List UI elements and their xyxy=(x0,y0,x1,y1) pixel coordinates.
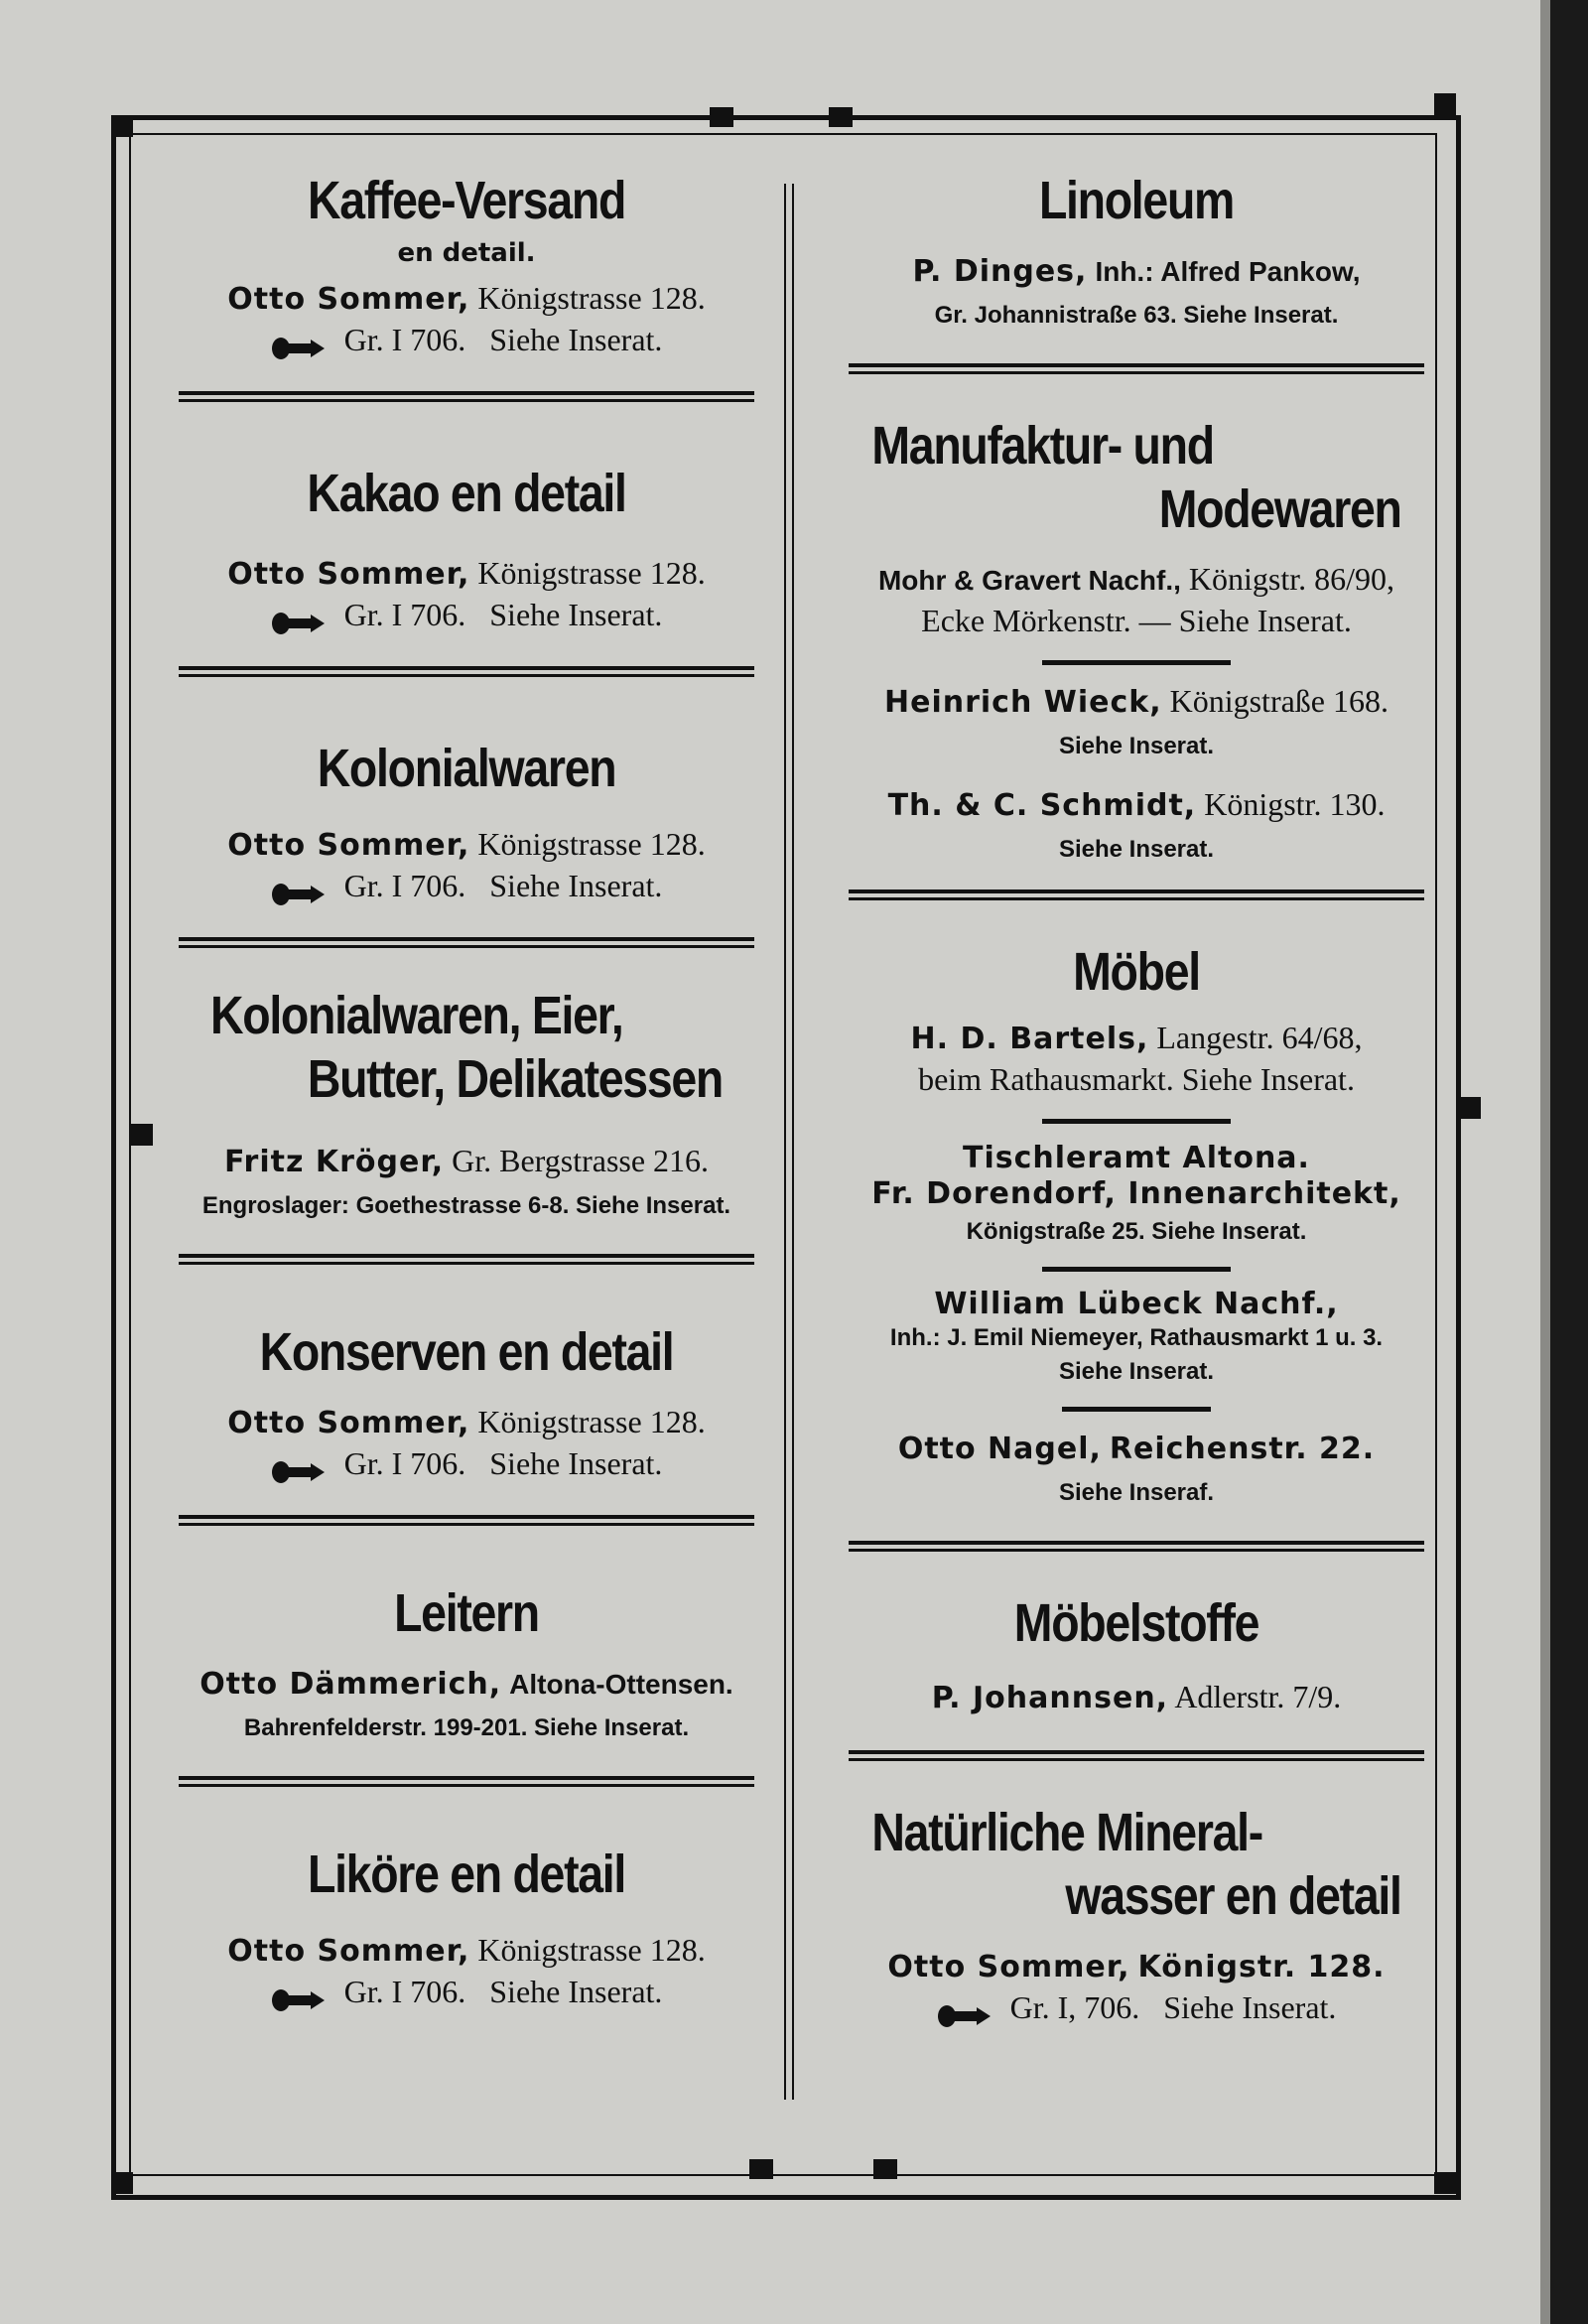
firm-name: Mohr & Gravert Nachf., xyxy=(877,565,1181,596)
phone-number: Gr. I 706. xyxy=(343,597,466,632)
section-rule xyxy=(849,1750,1424,1761)
note: beim Rathausmarkt. Siehe Inserat. xyxy=(918,1061,1355,1097)
address: Altona-Ottensen. xyxy=(509,1669,733,1700)
entry-dinges xyxy=(829,250,1444,332)
frame-corner xyxy=(1434,93,1456,115)
entry-wieck xyxy=(829,681,1444,762)
heading-linoleum: Linoleum xyxy=(1038,171,1235,230)
section-rule xyxy=(179,1776,754,1787)
section-rule xyxy=(179,937,754,948)
address: Königstraße 168. xyxy=(1169,683,1389,719)
note: Siehe Inserat. xyxy=(1163,1989,1337,2025)
section-moebelstoffe xyxy=(829,1591,1444,1761)
address: Königstr. 86/90, xyxy=(1188,561,1395,597)
entry-schmidt xyxy=(829,784,1444,866)
firm-name: Otto Sommer, xyxy=(227,1406,470,1440)
telephone-icon xyxy=(271,1454,327,1480)
address: Königstr. 128. xyxy=(1137,1950,1386,1984)
firm-name: Otto Dämmerich, xyxy=(199,1667,502,1702)
section-rule xyxy=(179,1254,754,1265)
entry-tischleramt xyxy=(829,1140,1444,1247)
frame-corner xyxy=(111,2172,133,2194)
firm-name: Th. & C. Schmidt, xyxy=(887,788,1197,823)
heading-line: Manufaktur- und xyxy=(871,416,1214,476)
firm-name: Otto Sommer, xyxy=(227,1934,470,1969)
note: Ecke Mörkenstr. — Siehe Inserat. xyxy=(921,603,1352,638)
address: Langestr. 64/68, xyxy=(1156,1020,1363,1055)
section-kaffee xyxy=(169,169,764,402)
section-manufaktur xyxy=(829,414,1444,900)
heading-moebel: Möbel xyxy=(1073,942,1200,1002)
heading-line: Natürliche Mineral- xyxy=(871,1803,1262,1862)
page-shadow xyxy=(1540,0,1550,2324)
heading-likoere: Liköre en detail xyxy=(307,1845,626,1904)
telephone-icon xyxy=(937,1998,992,2024)
note: Gr. Johannistraße 63. Siehe Inserat. xyxy=(934,302,1339,329)
section-linoleum xyxy=(829,169,1444,374)
entry-daemmerich xyxy=(169,1663,764,1744)
frame-mark xyxy=(749,2159,773,2179)
frame-corner xyxy=(1434,2172,1456,2194)
heading-line: Kolonialwaren, Eier, xyxy=(210,986,623,1045)
section-rule xyxy=(179,1515,754,1526)
address: Reichenstr. 22. xyxy=(1109,1432,1376,1466)
section-likoere xyxy=(169,1843,764,2011)
heading-konserven: Konserven en detail xyxy=(259,1322,674,1382)
telephone-icon xyxy=(271,606,327,631)
note: Königstraße 25. Siehe Inserat. xyxy=(966,1218,1307,1245)
firm-name: Tischleramt Altona. xyxy=(963,1141,1310,1175)
entry-rule xyxy=(1042,660,1231,665)
firm-name: P. Johannsen, xyxy=(931,1681,1169,1715)
note: Siehe Inseraf. xyxy=(1058,1479,1215,1506)
address: Gr. Bergstrasse 216. xyxy=(452,1143,710,1178)
firm-name: Fritz Kröger, xyxy=(223,1145,445,1179)
column-divider xyxy=(784,184,794,2100)
entry-likoere xyxy=(169,1930,764,2011)
frame-corner xyxy=(111,115,133,137)
entry-rule xyxy=(1042,1267,1231,1272)
subheading-kaffee: en detail. xyxy=(397,238,536,268)
note: Siehe Inserat. xyxy=(489,868,663,903)
heading-manufaktur xyxy=(871,414,1400,541)
heading-line: Modewaren xyxy=(1158,479,1401,539)
address: Königstrasse 128. xyxy=(477,1404,706,1439)
address: Königstrasse 128. xyxy=(477,555,706,591)
entry-kaffee xyxy=(169,278,764,359)
section-leitern xyxy=(169,1581,764,1787)
section-moebel xyxy=(829,940,1444,1552)
frame-mark xyxy=(131,1124,153,1146)
section-konserven xyxy=(169,1320,764,1526)
section-rule xyxy=(849,1541,1424,1552)
frame-mark xyxy=(710,107,733,127)
phone-number: Gr. I 706. xyxy=(343,1974,466,2009)
section-rule xyxy=(849,889,1424,900)
firm-name: Otto Sommer, xyxy=(887,1950,1130,1984)
telephone-icon xyxy=(271,331,327,356)
heading-kakao: Kakao en detail xyxy=(307,464,626,523)
entry-konserven xyxy=(169,1402,764,1483)
phone-number: Gr. I 706. xyxy=(343,1445,466,1481)
note: Siehe Inserat. xyxy=(1058,733,1215,759)
frame-mark xyxy=(829,107,853,127)
address: Königstrasse 128. xyxy=(477,280,706,316)
entry-bartels xyxy=(829,1018,1444,1099)
entry-nagel xyxy=(829,1428,1444,1509)
section-kolonialwaren xyxy=(169,737,764,948)
note: Siehe Inserat. xyxy=(489,1974,663,2009)
firm-name: Otto Sommer, xyxy=(227,557,470,592)
address: Königstrasse 128. xyxy=(477,1932,706,1968)
entry-kolonialwaren xyxy=(169,824,764,905)
address: Adlerstr. 7/9. xyxy=(1174,1679,1342,1714)
heading-kolonialwaren-eier xyxy=(210,984,723,1111)
heading-mineralwasser xyxy=(871,1801,1400,1928)
phone-number: Gr. I, 706. xyxy=(1009,1989,1140,2025)
heading-moebelstoffe: Möbelstoffe xyxy=(1013,1593,1259,1653)
heading-kaffee: Kaffee-Versand xyxy=(307,171,626,230)
entry-mohr-gravert xyxy=(829,559,1444,640)
address: Fr. Dorendorf, Innenarchitekt, xyxy=(871,1176,1401,1211)
heading-leitern: Leitern xyxy=(394,1583,539,1643)
heading-line: Butter, Delikatessen xyxy=(307,1049,723,1109)
firm-name: Otto Sommer, xyxy=(227,828,470,863)
entry-rule xyxy=(1042,1119,1231,1124)
entry-rule xyxy=(1062,1407,1211,1412)
firm-name: Otto Sommer, xyxy=(227,282,470,317)
left-column xyxy=(169,169,764,2011)
heading-line: wasser en detail xyxy=(1065,1866,1401,1926)
entry-kroeger xyxy=(169,1141,764,1222)
note: Engroslager: Goethestrasse 6-8. Siehe Inserat. xyxy=(201,1192,731,1219)
section-kolonialwaren-eier xyxy=(169,984,764,1265)
firm-name: P. Dinges, xyxy=(912,254,1088,289)
page-edge xyxy=(1550,0,1588,2324)
telephone-icon xyxy=(271,1982,327,2008)
note: Siehe Inserat. xyxy=(1058,836,1215,863)
section-mineralwasser xyxy=(829,1801,1444,2027)
address: Königstr. 130. xyxy=(1204,786,1386,822)
address: Königstrasse 128. xyxy=(477,826,706,862)
phone-number: Gr. I 706. xyxy=(343,322,466,357)
heading-kolonialwaren: Kolonialwaren xyxy=(317,739,616,798)
firm-name: William Lübeck Nachf., xyxy=(934,1287,1339,1321)
section-kakao xyxy=(169,462,764,677)
firm-name: H. D. Bartels, xyxy=(910,1022,1149,1056)
entry-mineral xyxy=(829,1946,1444,2027)
note: Siehe Inserat. xyxy=(489,322,663,357)
section-rule xyxy=(849,363,1424,374)
note: Siehe Inserat. xyxy=(1058,1358,1215,1385)
address: Inh.: J. Emil Niemeyer, Rathausmarkt 1 u. 3. xyxy=(889,1324,1384,1351)
firm-name: Heinrich Wieck, xyxy=(883,685,1162,720)
section-rule xyxy=(179,391,754,402)
firm-name: Otto Nagel, xyxy=(897,1432,1102,1466)
telephone-icon xyxy=(271,877,327,902)
owner: Inh.: Alfred Pankow, xyxy=(1095,256,1361,287)
note: Siehe Inserat. xyxy=(489,1445,663,1481)
note: Bahrenfelderstr. 199-201. Siehe Inserat. xyxy=(243,1714,690,1741)
entry-luebeck xyxy=(829,1288,1444,1387)
phone-number: Gr. I 706. xyxy=(343,868,466,903)
right-column xyxy=(829,169,1444,2027)
note: Siehe Inserat. xyxy=(489,597,663,632)
frame-mark xyxy=(1459,1097,1481,1119)
frame-mark xyxy=(873,2159,897,2179)
section-rule xyxy=(179,666,754,677)
entry-johannsen xyxy=(829,1677,1444,1718)
entry-kakao xyxy=(169,553,764,634)
